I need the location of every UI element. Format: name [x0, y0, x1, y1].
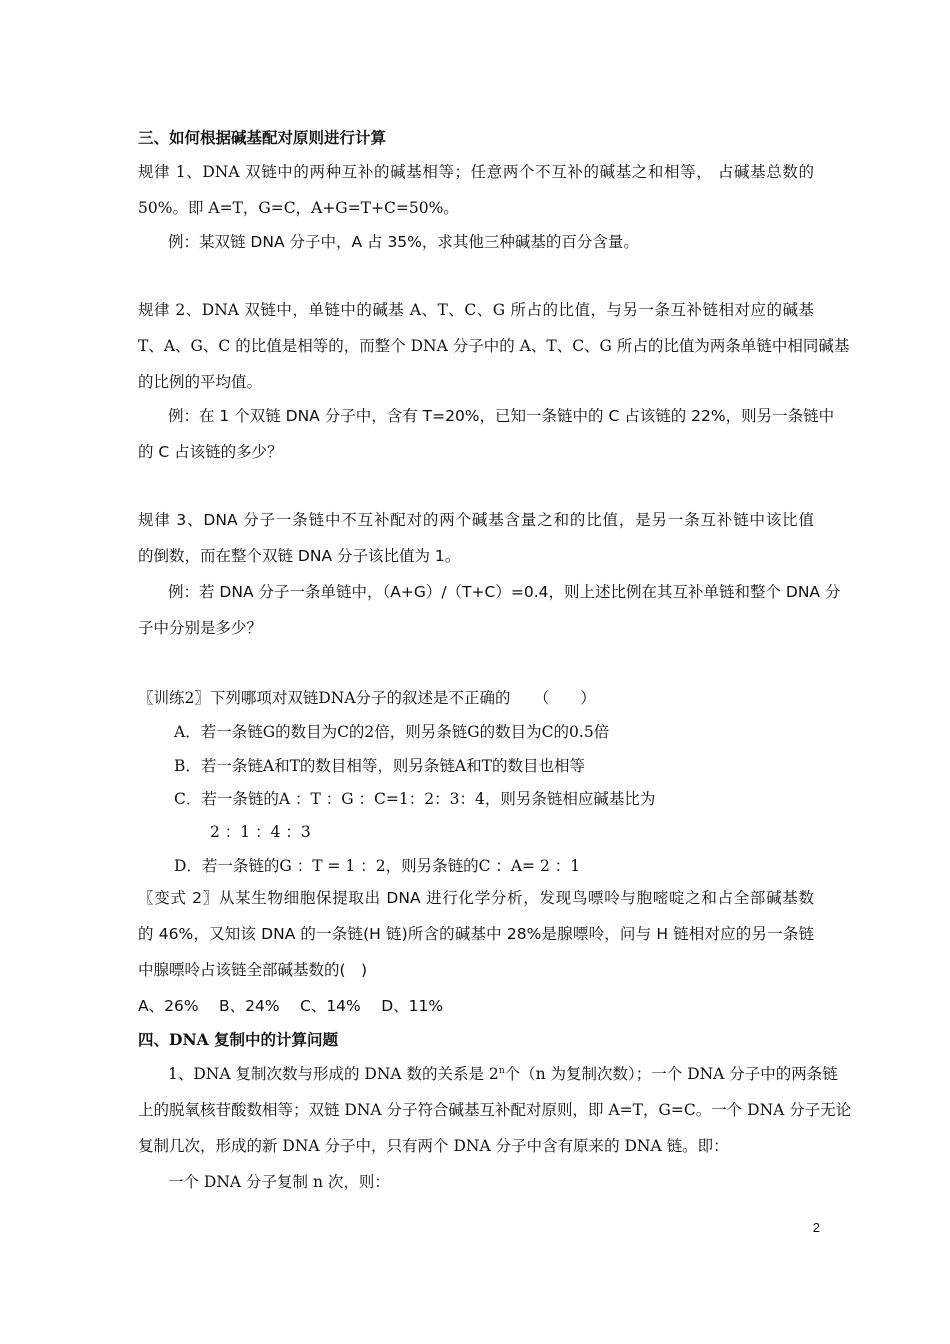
section4-p2: 一个 DNA 分子复制 n 次，则：	[168, 1173, 390, 1191]
rule3-example-line2: 子中分别是多少？	[138, 619, 263, 637]
rule2-line3: 的比例的平均值。	[138, 373, 263, 391]
superscript-n: n	[498, 1065, 505, 1076]
section4-p1-line3: 复制几次，形成的新 DNA 分子中，只有两个 DNA 分子中含有原来的 DNA 链。即：	[138, 1137, 729, 1155]
variant2-line1: 〖变式 2〗从某生物细胞保提取出 DNA 进行化学分析，发现鸟嘌呤与胞嘧啶之和占全部碱基数	[138, 889, 814, 907]
training2-option-c: C．若一条链的A ：T ：G ：C=1：2：3：4，则另条链相应碱基比为	[174, 790, 656, 808]
rule3-line1: 规律 3、DNA 分子一条链中不互补配对的两个碱基含量之和的比值，是另一条互补链中该比值	[138, 511, 814, 529]
rule2-line1: 规律 2、DNA 双链中，单链中的碱基 A、T、C、G 所占的比值，与另一条互补链相对应的碱基	[138, 301, 814, 319]
rule2-example-line1: 例：在 1 个双链 DNA 分子中，含有 T=20%，已知一条链中的 C 占该链的 22%，则另一条链中	[168, 407, 835, 425]
variant2-choices: A、26% B、24% C、14% D、11%	[138, 997, 444, 1015]
rule1-example: 例：某双链 DNA 分子中，A 占 35%，求其他三种碱基的百分含量。	[168, 233, 639, 251]
variant2-line3: 中腺嘌呤占该链全部碱基数的( )	[138, 961, 368, 979]
rule2-example-line2: 的 C 占该链的多少？	[138, 443, 283, 461]
rule1-line2: 50%。即 A=T，G=C，A+G=T+C=50%。	[138, 199, 459, 217]
training2-option-a: A．若一条链G的数目为C的2倍，则另条链G的数目为C的0.5倍	[174, 723, 610, 741]
training2-option-c-ratio: 2 ：1 ：4 ：3	[210, 823, 311, 841]
section4-p1-line1-a: 1、DNA 复制次数与形成的 DNA 数的关系是 2	[168, 1065, 499, 1083]
training2-option-d: D．若一条链的G ：T = 1 ：2，则另条链的C ：A= 2 ：1	[174, 857, 581, 875]
section4-p1-line1	[168, 1064, 838, 1084]
training2-question: 〖训练2〗下列哪项对双链DNA分子的叙述是不正确的 （ ）	[138, 689, 596, 707]
section3-heading: 三、如何根据碱基配对原则进行计算	[138, 129, 387, 147]
rule2-line2: T、A、G、C 的比值是相等的，而整个 DNA 分子中的 A、T、C、G 所占的比值为两条单链中相同碱基	[138, 337, 850, 355]
page-number: 2	[812, 1220, 820, 1235]
section4-p1-line2: 上的脱氧核苷酸数相等；双链 DNA 分子符合碱基互补配对原则，即 A=T，G=C。一个 DNA 分子无论	[138, 1101, 852, 1119]
section4-heading: 四、DNA 复制中的计算问题	[138, 1030, 339, 1049]
rule3-line2: 的倒数，而在整个双链 DNA 分子该比值为 1。	[138, 547, 461, 565]
training2-option-b: B．若一条链A和T的数目相等，则另条链A和T的数目也相等	[174, 757, 585, 775]
variant2-line2: 的 46%，又知该 DNA 的一条链(H 链)所含的碱基中 28%是腺嘌呤，问与 H 链相对应的另一条链	[138, 925, 814, 943]
section4-p1-line1-b: 个（n 为复制次数）；一个 DNA 分子中的两条链	[504, 1065, 838, 1083]
rule3-example-line1: 例：若 DNA 分子一条单链中，（A+G）/（T+C）=0.4，则上述比例在其互补单链和整个 DNA 分	[168, 583, 841, 601]
rule1-line1: 规律 1、DNA 双链中的两种互补的碱基相等；任意两个不互补的碱基之和相等， 占碱基总数的	[138, 163, 814, 181]
